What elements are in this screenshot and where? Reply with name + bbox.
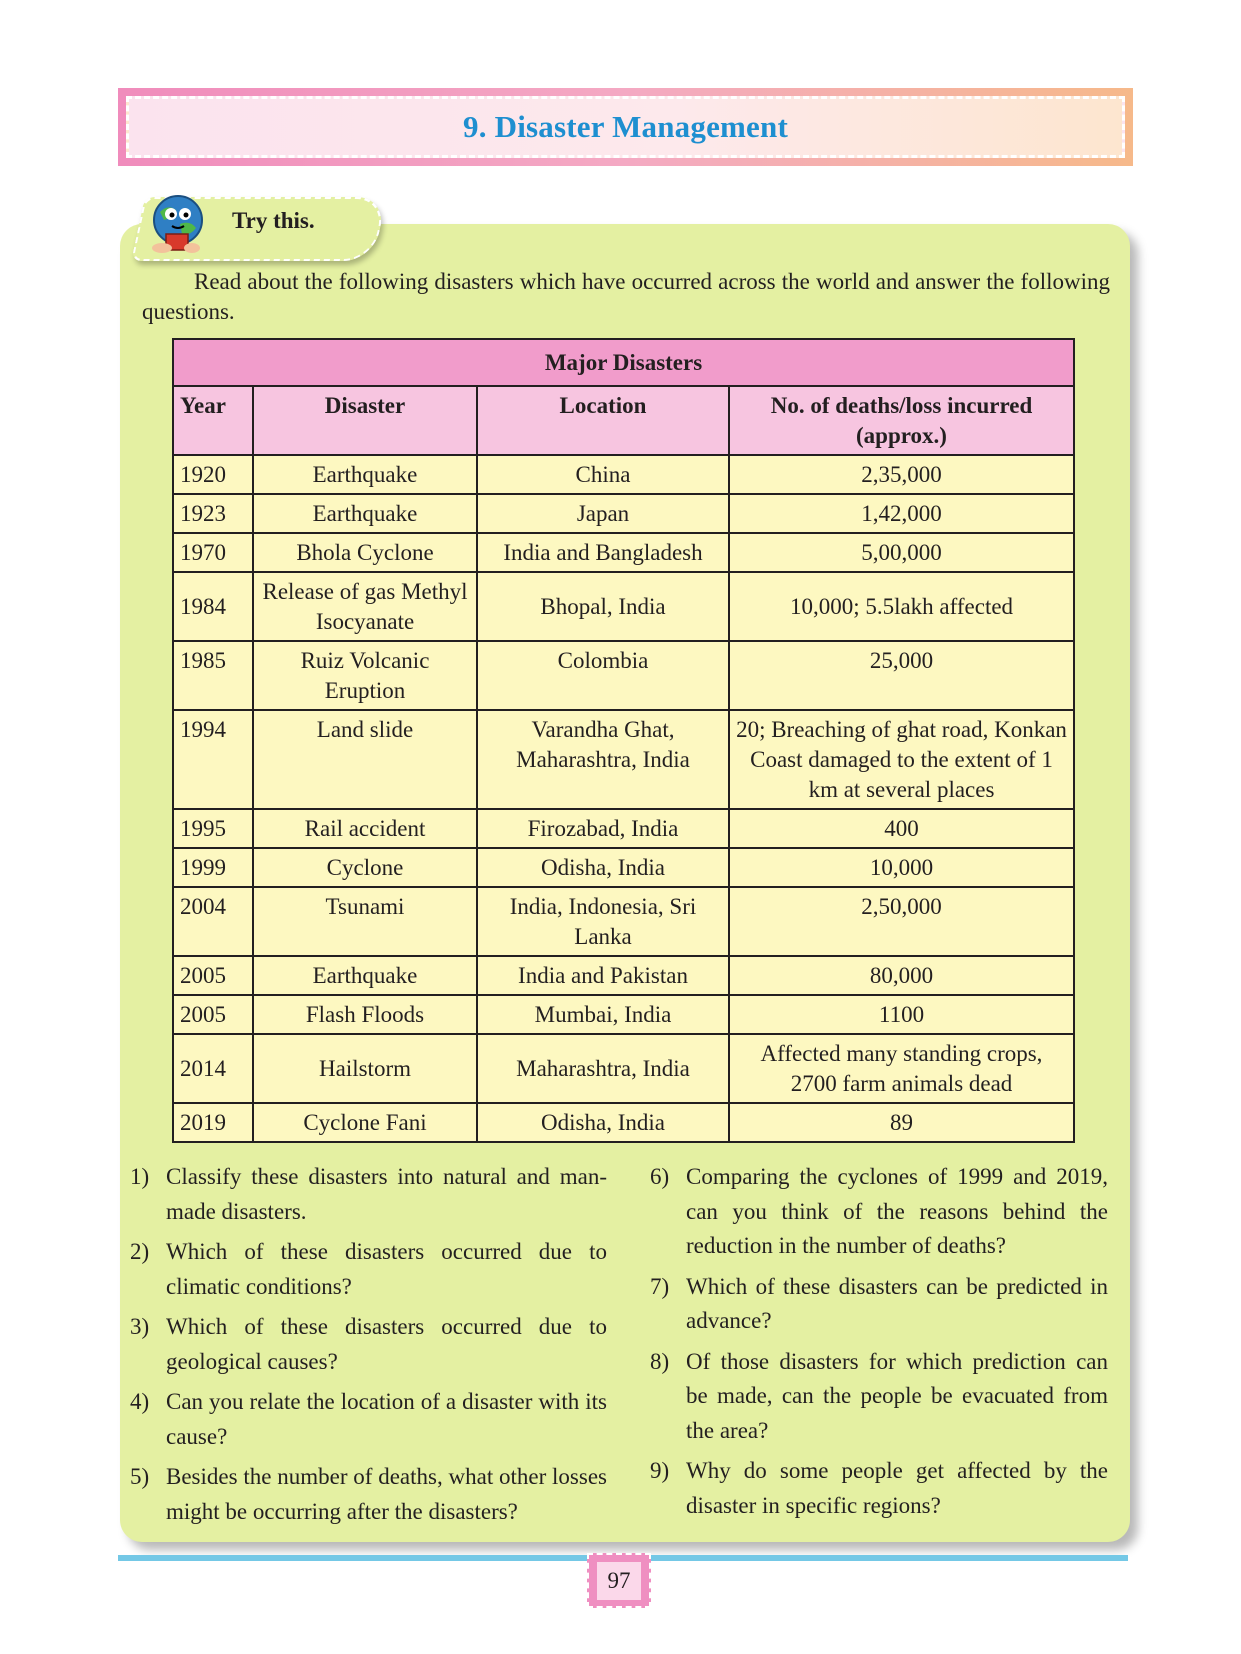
cell-year: 2019 <box>173 1103 253 1142</box>
question-item <box>650 1345 1108 1449</box>
cell-disaster: Cyclone Fani <box>253 1103 477 1142</box>
question-number: 6) <box>650 1164 670 1189</box>
cell-location: Colombia <box>477 641 729 710</box>
cell-deaths: 20; Breaching of ghat road, Konkan Coast damaged to the extent of 1 km at several places <box>729 710 1074 809</box>
chapter-title: 9. Disaster Management <box>463 109 788 144</box>
question-number: 2) <box>130 1239 150 1264</box>
table-row <box>173 887 1074 956</box>
cell-year: 1994 <box>173 710 253 809</box>
cell-year: 1985 <box>173 641 253 710</box>
cell-location: India and Pakistan <box>477 956 729 995</box>
header-deaths: No. of deaths/loss incurred (approx.) <box>729 386 1074 455</box>
table-row <box>173 848 1074 887</box>
table-row <box>173 809 1074 848</box>
table-row <box>173 494 1074 533</box>
cell-year: 1995 <box>173 809 253 848</box>
question-text: Can you relate the location of a disaster with its cause? <box>166 1389 607 1449</box>
try-this-label: Try this. <box>232 208 315 233</box>
cell-location: Bhopal, India <box>477 572 729 641</box>
cell-deaths: 400 <box>729 809 1074 848</box>
question-item <box>650 1270 1108 1339</box>
table-caption: Major Disasters <box>173 339 1074 386</box>
header-location: Location <box>477 386 729 455</box>
cell-year: 2014 <box>173 1034 253 1103</box>
questions-list-right <box>650 1160 1108 1529</box>
question-text: Which of these disasters can be predicted in advance? <box>686 1273 1108 1333</box>
question-number: 7) <box>650 1273 670 1299</box>
cell-location: India and Bangladesh <box>477 533 729 572</box>
table-row <box>173 710 1074 809</box>
cell-deaths: 10,000 <box>729 848 1074 887</box>
cell-location: Odisha, India <box>477 848 729 887</box>
question-item <box>130 1385 607 1454</box>
cell-location: China <box>477 455 729 494</box>
cell-year: 2005 <box>173 956 253 995</box>
table-row <box>173 641 1074 710</box>
cell-deaths: Affected many standing crops, 2700 farm animals dead <box>729 1034 1074 1103</box>
header-disaster: Disaster <box>253 386 477 455</box>
cell-deaths: 1100 <box>729 995 1074 1034</box>
intro-paragraph: Read about the following disasters which have occurred across the world and answer the following questions. <box>142 269 1110 324</box>
table-row <box>173 533 1074 572</box>
question-number: 9) <box>650 1458 670 1483</box>
question-number: 1) <box>130 1164 150 1189</box>
cell-deaths: 10,000; 5.5lakh affected <box>729 572 1074 641</box>
header-year: Year <box>173 386 253 455</box>
question-item <box>130 1235 607 1304</box>
question-text: Classify these disasters into natural and man-made disasters. <box>166 1164 607 1224</box>
cell-deaths: 5,00,000 <box>729 533 1074 572</box>
cell-disaster: Ruiz Volcanic Eruption <box>253 641 477 710</box>
question-item <box>650 1160 1108 1264</box>
questions-list-left <box>130 1160 607 1535</box>
cell-deaths: 2,35,000 <box>729 455 1074 494</box>
question-text: Of those disasters for which prediction can be made, can the people be evacuated from the area? <box>686 1348 1108 1443</box>
cell-disaster: Tsunami <box>253 887 477 956</box>
table-body <box>173 455 1074 1142</box>
cell-disaster: Rail accident <box>253 809 477 848</box>
cell-year: 2005 <box>173 995 253 1034</box>
cell-year: 1999 <box>173 848 253 887</box>
table-header-row <box>173 386 1074 455</box>
cell-disaster: Earthquake <box>253 494 477 533</box>
cell-disaster: Land slide <box>253 710 477 809</box>
question-number: 4) <box>130 1389 150 1414</box>
cell-location: Mumbai, India <box>477 995 729 1034</box>
question-text: Besides the number of deaths, what other losses might be occurring after the disasters? <box>166 1464 607 1524</box>
question-item <box>130 1460 607 1529</box>
chapter-title-frame <box>126 96 1125 158</box>
table-row <box>173 455 1074 494</box>
table-row <box>173 1103 1074 1142</box>
cell-disaster: Cyclone <box>253 848 477 887</box>
cell-year: 1970 <box>173 533 253 572</box>
question-number: 8) <box>650 1348 670 1374</box>
cell-year: 2004 <box>173 887 253 956</box>
page-number: 97 <box>607 1567 631 1593</box>
cell-location: India, Indonesia, Sri Lanka <box>477 887 729 956</box>
cell-deaths: 89 <box>729 1103 1074 1142</box>
cell-location: Maharashtra, India <box>477 1034 729 1103</box>
cell-disaster: Bhola Cyclone <box>253 533 477 572</box>
question-number: 3) <box>130 1314 150 1339</box>
cell-location: Varandha Ghat, Maharashtra, India <box>477 710 729 809</box>
question-text: Why do some people get affected by the disaster in specific regions? <box>686 1458 1108 1518</box>
question-text: Comparing the cyclones of 1999 and 2019, can you think of the reasons behind the reduction in the number of deaths? <box>686 1164 1108 1258</box>
cell-deaths: 1,42,000 <box>729 494 1074 533</box>
cell-deaths: 2,50,000 <box>729 887 1074 956</box>
chapter-title-banner <box>118 88 1133 166</box>
question-item <box>130 1160 607 1229</box>
table-row <box>173 1034 1074 1103</box>
question-text: Which of these disasters occurred due to climatic conditions? <box>166 1239 607 1299</box>
cell-disaster: Flash Floods <box>253 995 477 1034</box>
table-row <box>173 995 1074 1034</box>
question-item <box>130 1310 607 1379</box>
cell-deaths: 80,000 <box>729 956 1074 995</box>
cell-location: Japan <box>477 494 729 533</box>
page-number-box <box>587 1553 651 1608</box>
table-row <box>173 572 1074 641</box>
cell-disaster: Hailstorm <box>253 1034 477 1103</box>
cell-deaths: 25,000 <box>729 641 1074 710</box>
question-item <box>650 1454 1108 1523</box>
cell-disaster: Earthquake <box>253 956 477 995</box>
cell-year: 1923 <box>173 494 253 533</box>
major-disasters-table <box>172 338 1075 1143</box>
cell-location: Odisha, India <box>477 1103 729 1142</box>
question-number: 5) <box>130 1464 150 1489</box>
table-row <box>173 956 1074 995</box>
cell-disaster: Release of gas Methyl Isocyanate <box>253 572 477 641</box>
cell-disaster: Earthquake <box>253 455 477 494</box>
cell-year: 1920 <box>173 455 253 494</box>
question-text: Which of these disasters occurred due to geological causes? <box>166 1314 607 1374</box>
globe-mascot-icon <box>146 190 210 262</box>
cell-year: 1984 <box>173 572 253 641</box>
cell-location: Firozabad, India <box>477 809 729 848</box>
